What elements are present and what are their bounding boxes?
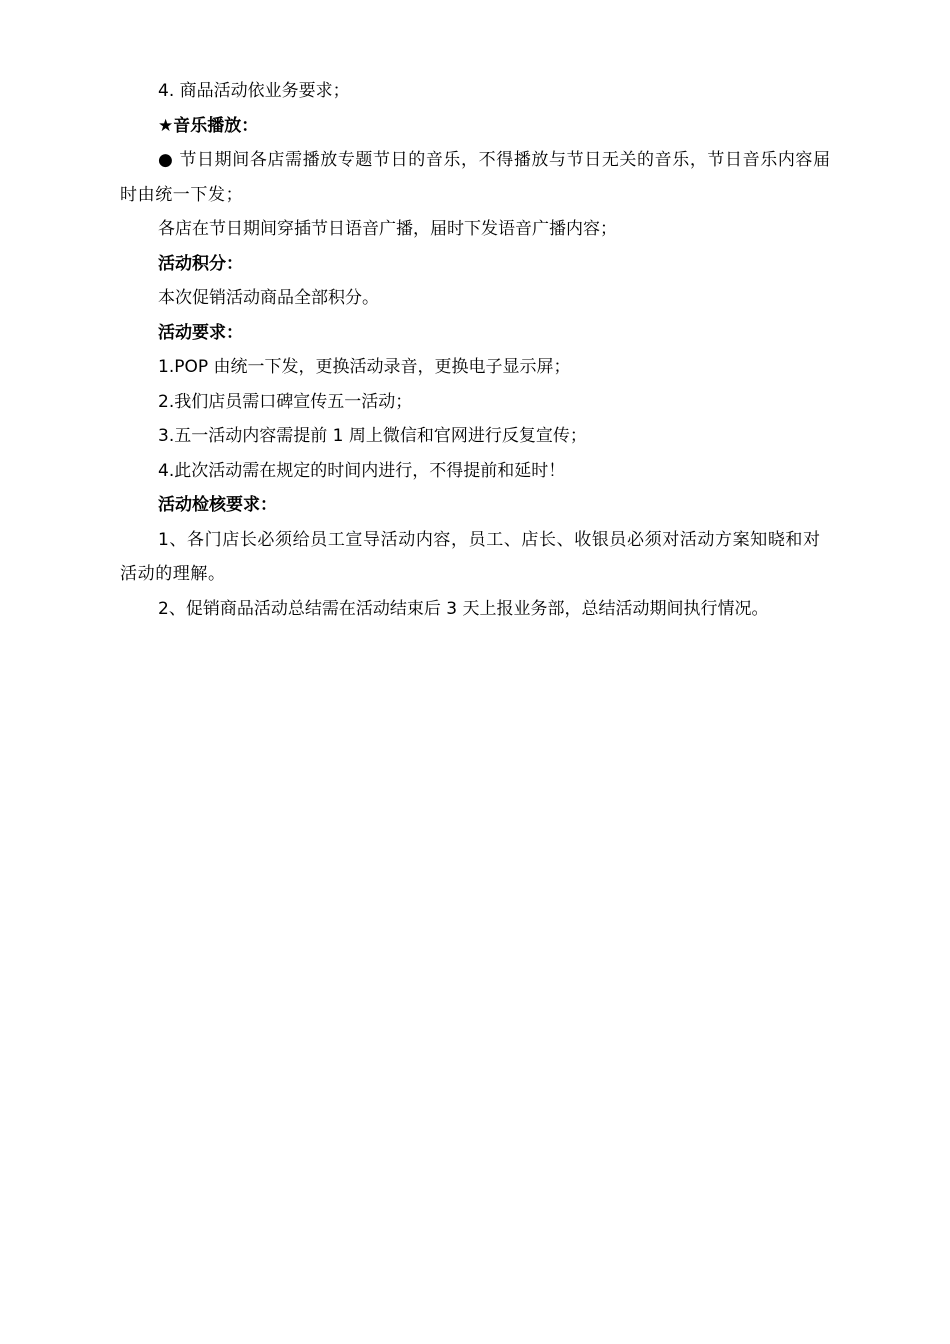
- list-item-requirement-1: 1.POP 由统一下发，更换活动录音，更换电子显示屏；: [158, 357, 571, 377]
- list-item-inspection-2: 2、促销商品活动总结需在活动结束后 3 天上报业务部，总结活动期间执行情况。: [158, 598, 769, 619]
- section-heading-points: 活动积分：: [158, 253, 243, 274]
- document-body: [120, 74, 838, 626]
- paragraph-item-requirement: 4. 商品活动依业务要求；: [158, 81, 350, 101]
- paragraph-points: 本次促销活动商品全部积分。: [158, 288, 379, 308]
- section-heading-music: ★音乐播放：: [158, 115, 259, 136]
- paragraph-voice-broadcast: 各店在节日期间穿插节日语音广播，届时下发语音广播内容；: [158, 219, 617, 239]
- list-item-requirement-2: 2.我们店员需口碑宣传五一活动；: [158, 391, 413, 412]
- paragraph-music-playback: ● 节日期间各店需播放专题节日的音乐，不得播放与节日无关的音乐，节日音乐内容届时由统一下发；: [120, 150, 831, 205]
- list-item-requirement-4: 4.此次活动需在规定的时间内进行，不得提前和延时！: [158, 460, 566, 481]
- section-heading-requirements: 活动要求：: [158, 322, 243, 343]
- list-item-requirement-3: 3.五一活动内容需提前 1 周上微信和官网进行反复宣传；: [158, 426, 587, 446]
- section-heading-inspection: 活动检核要求：: [158, 495, 277, 515]
- list-item-inspection-1: 1、各门店长必须给员工宣导活动内容，员工、店长、收银员必须对活动方案知晓和对活动的理解。: [120, 529, 821, 584]
